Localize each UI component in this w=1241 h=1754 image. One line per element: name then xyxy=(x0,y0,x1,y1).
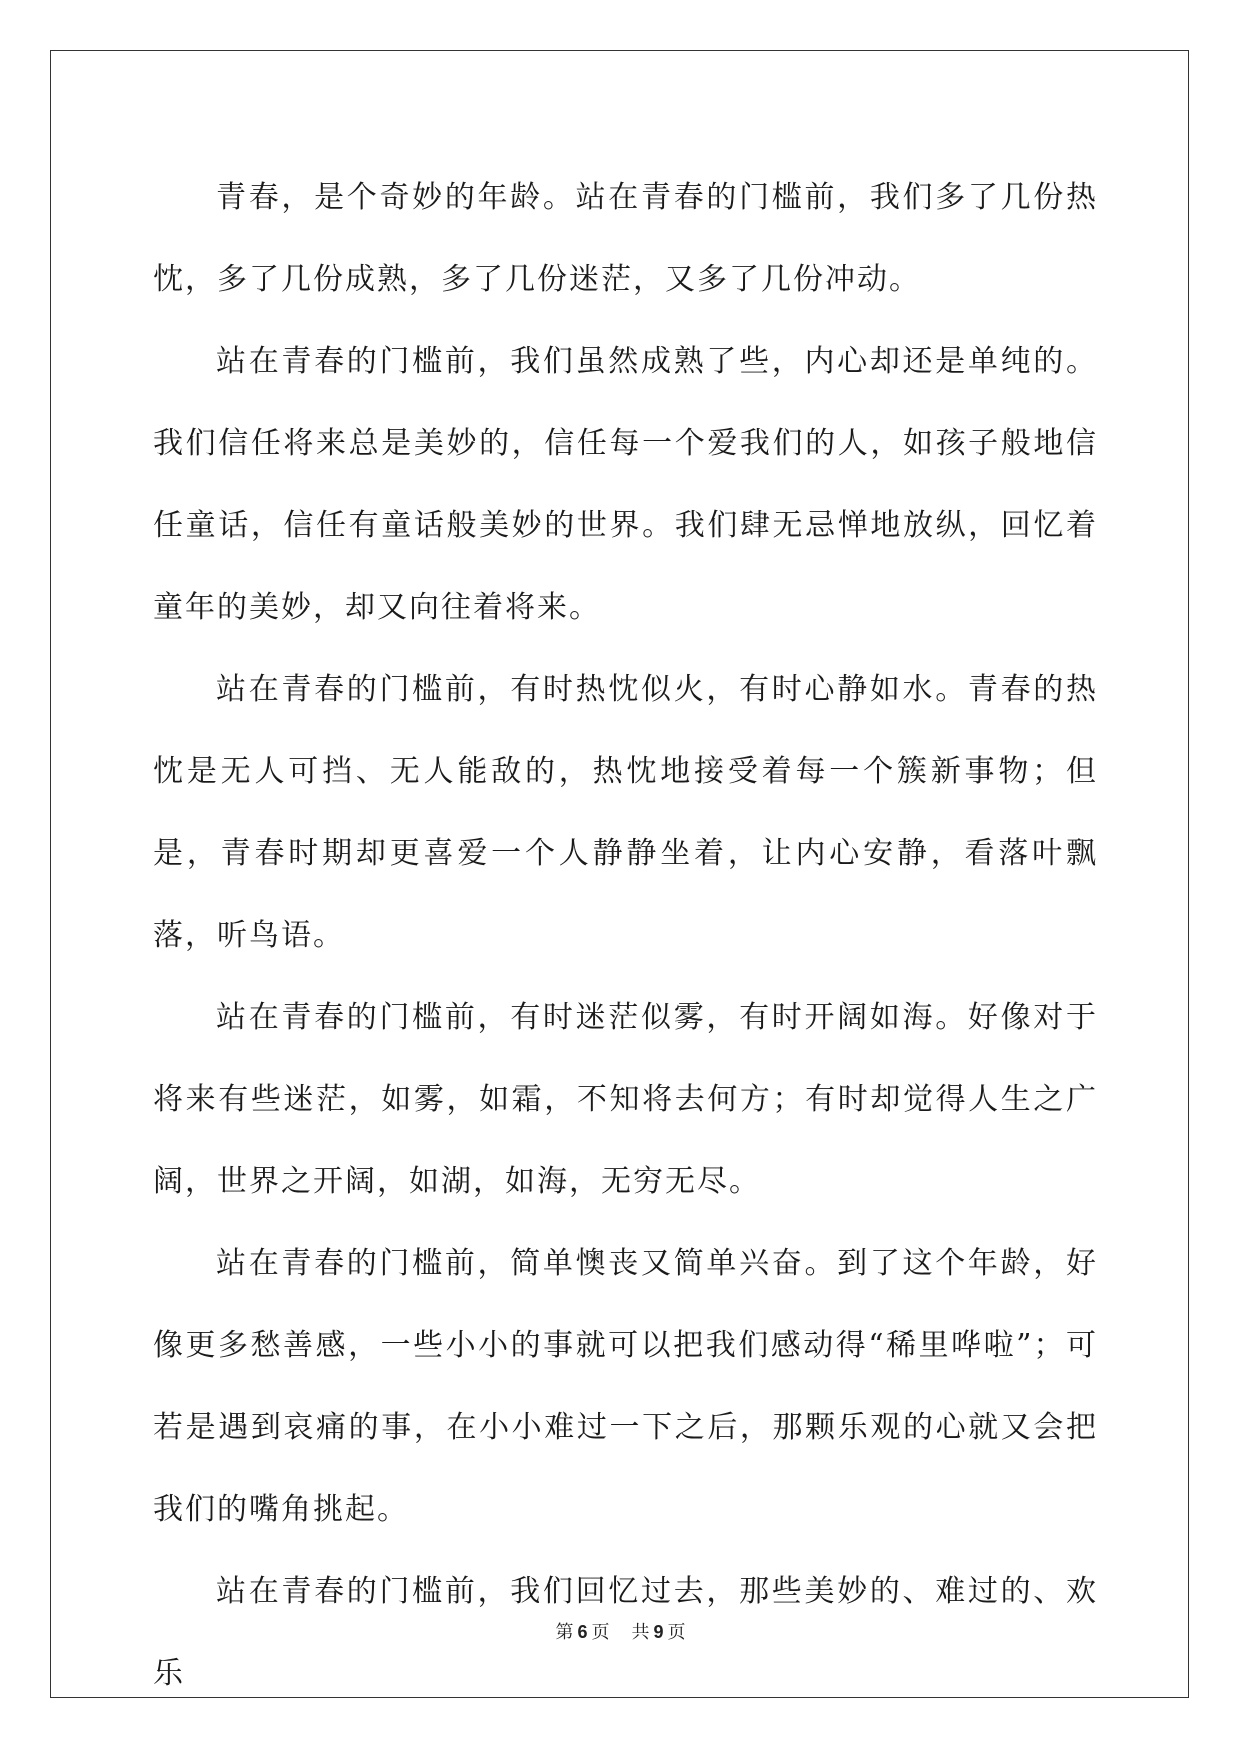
paragraph: 站在青春的门槛前，简单懊丧又简单兴奋。到了这个年龄，好像更多愁善感，一些小小的事就可以把我们感动得“稀里哗啦”；可若是遇到哀痛的事，在小小难过一下之后，那颗乐观的心就又会把我们的嘴角挑起。 xyxy=(153,1246,1098,1527)
paragraph: 站在青春的门槛前，我们虽然成熟了些，内心却还是单纯的。我们信任将来总是美妙的，信任每一个爱我们的人，如孩子般地信任童话，信任有童话般美妙的世界。我们肆无忌惮地放纵，回忆着童年的美妙，却又向往着将来。 xyxy=(153,344,1098,625)
paragraph: 站在青春的门槛前，有时迷茫似雾，有时开阔如海。好像对于将来有些迷茫，如雾，如霜，不知将去何方；有时却觉得人生之广阔，世界之开阔，如湖，如海，无穷无尽。 xyxy=(153,1000,1098,1199)
page-prefix: 第 xyxy=(555,1622,574,1643)
paragraph: 站在青春的门槛前，有时热忱似火，有时心静如水。青春的热忱是无人可挡、无人能敌的，热忱地接受着每一个簇新事物；但是，青春时期却更喜爱一个人静静坐着，让内心安静，看落叶飘落，听鸟语。 xyxy=(153,672,1098,953)
current-page-number: 6 xyxy=(577,1622,588,1642)
paragraph: 青春，是个奇妙的年龄。站在青春的门槛前，我们多了几份热忱，多了几份成熟，多了几份迷茫，又多了几份冲动。 xyxy=(153,180,1098,297)
total-page-number: 9 xyxy=(653,1622,664,1642)
page-footer xyxy=(0,1618,1241,1644)
total-suffix: 页 xyxy=(667,1622,686,1643)
total-prefix: 共 xyxy=(631,1622,650,1643)
page-suffix: 页 xyxy=(591,1622,610,1643)
document-body xyxy=(153,157,1098,1715)
paragraph: 站在青春的门槛前，我们回忆过去，那些美妙的、难过的、欢乐 xyxy=(153,1574,1098,1691)
